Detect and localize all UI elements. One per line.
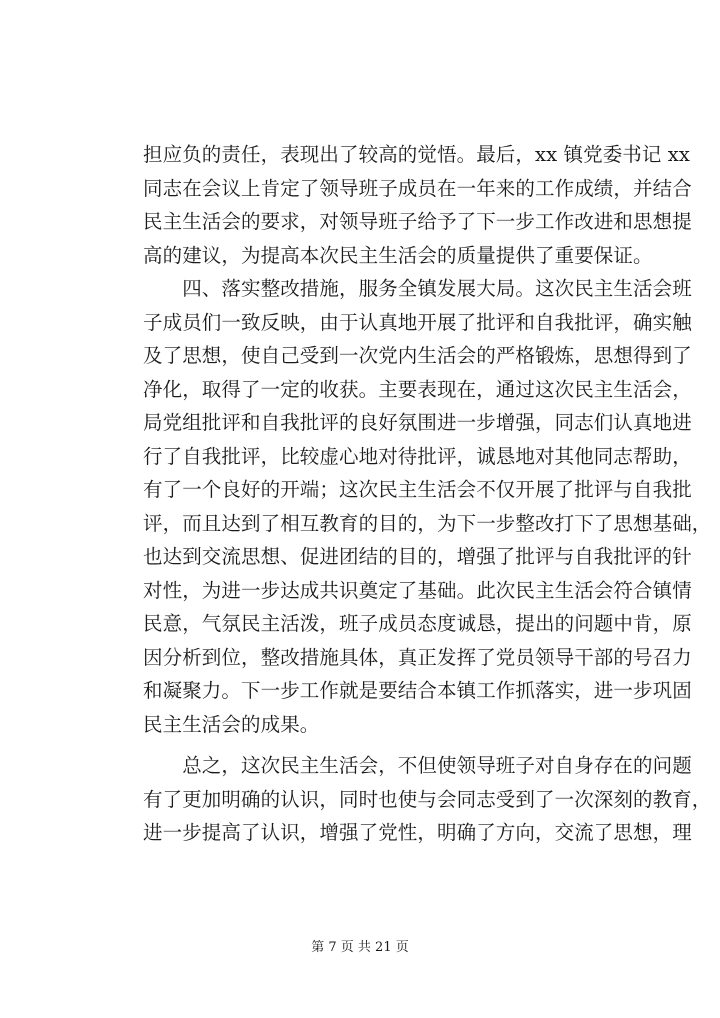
text-line: 同志在会议上肯定了领导班子成员在一年来的工作成绩，并结合 bbox=[143, 176, 692, 200]
text-line: 民意，气氛民主活泼，班子成员态度诚恳，提出的问题中肯，原 bbox=[143, 612, 692, 635]
text-line: 和凝聚力。下一步工作就是要结合本镇工作抓落实，进一步巩固 bbox=[143, 679, 692, 702]
page-footer: 第 7 页 共 21 页 bbox=[311, 940, 409, 955]
text-line: 也达到交流思想、促进团结的目的，增强了批评与自我批评的针 bbox=[143, 545, 692, 568]
text-line: 民主生活会的成果。 bbox=[143, 712, 320, 736]
text-line: 对性，为进一步达成共识奠定了基础。此次民主生活会符合镇情 bbox=[143, 578, 692, 602]
text-line: 高的建议，为提高本次民主生活会的质量提供了重要保证。 bbox=[143, 243, 653, 267]
text-line: 民主生活会的要求，对领导班子给予了下一步工作改进和思想提 bbox=[143, 210, 692, 233]
text-line: 进一步提高了认识，增强了党性，明确了方向，交流了思想，理 bbox=[143, 821, 692, 844]
text-line: 及了思想，使自己受到一次党内生活会的严格锻炼，思想得到了 bbox=[143, 344, 692, 367]
text-line: 因分析到位，整改措施具体，真正发挥了党员领导干部的号召力 bbox=[143, 645, 692, 669]
body-text bbox=[143, 138, 712, 850]
text-line: 行了自我批评，比较虚心地对待批评，诚恳地对其他同志帮助， bbox=[143, 444, 692, 468]
text-line: 有了更加明确的认识，同时也使与会同志受到了一次深刻的教育， bbox=[143, 787, 712, 811]
text-line: 担应负的责任，表现出了较高的觉悟。最后，xx 镇党委书记 xx bbox=[143, 143, 690, 166]
text-line: 评，而且达到了相互教育的目的，为下一步整改打下了思想基础， bbox=[143, 511, 712, 535]
text-line: 有了一个良好的开端；这次民主生活会不仅开展了批评与自我批 bbox=[143, 478, 692, 501]
text-line: 总之，这次民主生活会，不但使领导班子对自身存在的问题 bbox=[143, 754, 692, 777]
text-line: 局党组批评和自我批评的良好氛围进一步增强，同志们认真地进 bbox=[143, 411, 692, 434]
text-line: 四、落实整改措施，服务全镇发展大局。这次民主生活会班 bbox=[143, 277, 692, 300]
text-line: 净化，取得了一定的收获。主要表现在，通过这次民主生活会， bbox=[143, 377, 692, 401]
paragraph-gap bbox=[143, 741, 635, 749]
text-line: 子成员们一致反映，由于认真地开展了批评和自我批评，确实触 bbox=[143, 310, 692, 334]
